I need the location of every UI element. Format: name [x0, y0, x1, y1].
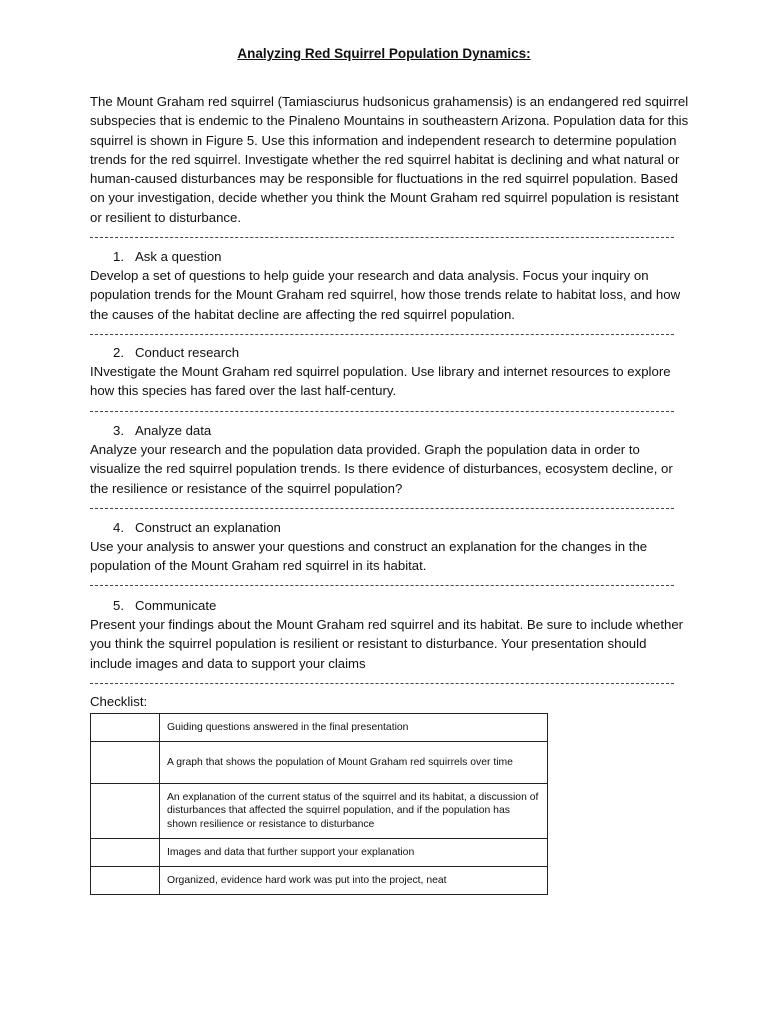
step-3-body: Analyze your research and the population data provided. Graph the population data in order to visualize the red squirrel population trends. Is there evidence of disturbances, ecosystem decline, or the resilience or resistance of the squirrel population?: [90, 442, 673, 496]
step-2-heading: [113, 343, 239, 362]
document-title: Analyzing Red Squirrel Population Dynamics:: [237, 46, 531, 61]
step-3-heading: [113, 421, 211, 440]
checklist-item: An explanation of the current status of the squirrel and its habitat, a discussion of disturbances that affected the squirrel population, and if the population has shown resilience or resistance to disturbance: [160, 784, 548, 839]
checklist-item: Images and data that further support your explanation: [160, 839, 548, 867]
step-5-heading: [113, 596, 216, 615]
step-2-body: INvestigate the Mount Graham red squirrel population. Use library and internet resources to explore how this species has fared over the last half-century.: [90, 364, 671, 399]
checklist-item: Organized, evidence hard work was put into the project, neat: [160, 867, 548, 895]
checklist-table: [90, 713, 548, 895]
step-4-title: Construct an explanation: [135, 520, 281, 535]
intro-paragraph: The Mount Graham red squirrel (Tamiasciurus hudsonicus grahamensis) is an endangered red squirrel subspecies that is endemic to the Pinaleno Mountains in southeastern Arizona. Population data for this squirrel is shown in Figure 5. Use this information and independent research to determine population trends for the red squirrel. Investigate whether the red squirrel habitat is declining and what natural or human-caused disturbances may be responsible for fluctuations in the red squirrel population. Based on your investigation, decide whether you think the Mount Graham red squirrel population is resistant or resilient to disturbance.: [90, 94, 689, 225]
step-4-heading: [113, 518, 281, 537]
step-5-title: Communicate: [135, 598, 217, 613]
checklist-checkbox-cell[interactable]: [91, 714, 160, 742]
step-4-number: 4.: [113, 520, 124, 535]
step-4-body: Use your analysis to answer your questions and construct an explanation for the changes in the population of the Mount Graham red squirrel in its habitat.: [90, 539, 648, 574]
section-divider: [90, 411, 674, 412]
checklist-checkbox-cell[interactable]: [91, 784, 160, 839]
step-3-title: Analyze data: [135, 423, 212, 438]
step-2-title: Conduct research: [135, 345, 240, 360]
section-divider: [90, 237, 674, 238]
checklist-item: Guiding questions answered in the final presentation: [160, 714, 548, 742]
checklist-checkbox-cell[interactable]: [91, 742, 160, 784]
checklist-row: [91, 867, 548, 895]
section-divider: [90, 334, 674, 335]
checklist-item: A graph that shows the population of Mount Graham red squirrels over time: [160, 742, 548, 784]
checklist-row: [91, 714, 548, 742]
checklist-checkbox-cell[interactable]: [91, 839, 160, 867]
step-5-body: Present your findings about the Mount Graham red squirrel and its habitat. Be sure to include whether you think the squirrel population is resilient or resistant to disturbance. Your presentation should include images and data to support your claims: [90, 617, 684, 671]
step-3-number: 3.: [113, 423, 124, 438]
step-5-number: 5.: [113, 598, 124, 613]
section-divider: [90, 585, 674, 586]
checklist-label: Checklist:: [90, 694, 148, 709]
section-divider: [90, 508, 674, 509]
checklist-row: [91, 839, 548, 867]
step-2-number: 2.: [113, 345, 124, 360]
step-1-title: Ask a question: [135, 249, 222, 264]
checklist-row: [91, 784, 548, 839]
section-divider: [90, 683, 674, 684]
step-1-body: Develop a set of questions to help guide your research and data analysis. Focus your inquiry on population trends for the Mount Graham red squirrel, how those trends relate to habitat loss, and how the causes of the habitat decline are affecting the red squirrel population.: [90, 268, 681, 322]
step-1-heading: [113, 247, 222, 266]
checklist-checkbox-cell[interactable]: [91, 867, 160, 895]
step-1-number: 1.: [113, 249, 124, 264]
checklist-row: [91, 742, 548, 784]
